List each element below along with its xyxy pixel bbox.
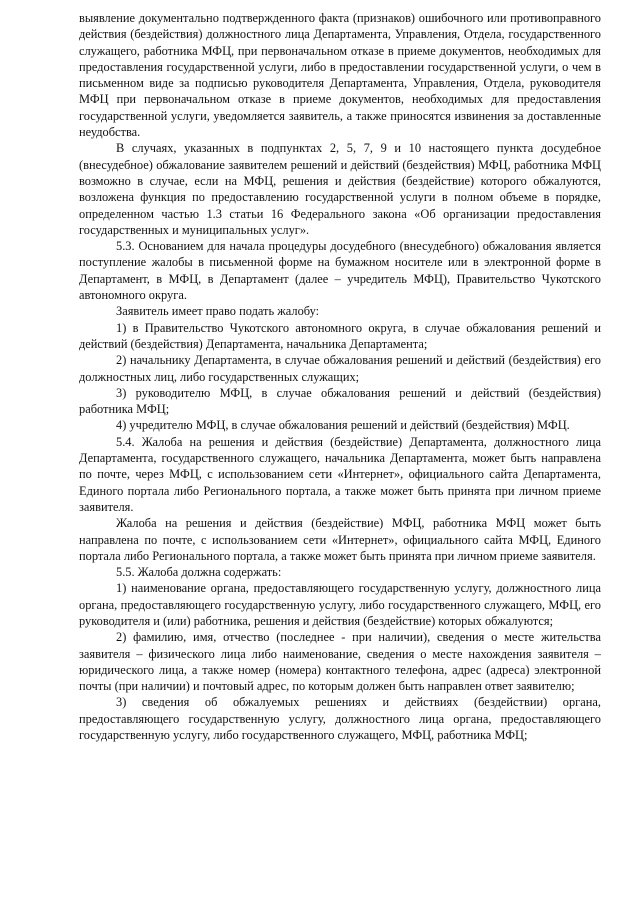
paragraph-5-3: 5.3. Основанием для начала процедуры досудебного (внесудебного) обжалования является поступление жалобы в письменной форме на бумажном носителе или в электронной форме в Департамент, в МФЦ, в Департамент (далее – учредитель МФЦ), Правительство Чукотского автономного округа. xyxy=(79,239,601,303)
list-item-1: 1) в Правительство Чукотского автономного округа, в случае обжалования решений и действий (бездействия) Департамента, начальника Департамента; xyxy=(79,320,601,351)
list-item-2: 2) начальнику Департамента, в случае обжалования решений и действий (бездействия) его должностных лиц, либо государственных служащих; xyxy=(79,353,601,384)
list-item-4: 4) учредителю МФЦ, в случае обжалования решений и действий (бездействия) МФЦ. xyxy=(116,418,570,433)
paragraph-mfc-complaint: Жалоба на решения и действия (бездействие) МФЦ, работника МФЦ может быть направлена по почте, с использованием сети «Интернет», официального сайта МФЦ, Единого портала либо Регионального портала, а также может быть принята при личном приеме заявителя. xyxy=(79,516,601,563)
list-item-3: 3) руководителю МФЦ, в случае обжалования решений и действий (бездействия) работника МФЦ; xyxy=(79,385,601,417)
paragraph-pretrial-cases: В случаях, указанных в подпунктах 2, 5, 7, 9 и 10 настоящего пункта досудебное (внесудебное) обжалование заявителем решений и действий (бездействия) МФЦ, работника МФЦ возможно в случае, если на МФЦ, решения и действия (бездействие) которого обжалуются, возложена функция по предоставлению государственной услуги в полном объеме в порядке, определенном частью 1.3 статьи 16 Федерального закона «Об организации предоставления государственных и муниципальных услуг». xyxy=(79,141,601,237)
paragraph-intro-continuation: выявление документально подтвержденного факта (признаков) ошибочного или противоправного действия (бездействия) должностного лица Департамента, Управления, Отдела, государственного служащего, работника МФЦ, при первоначальном отказе в приеме документов, необходимых для предоставления государственной услуги, либо в предоставлении государственной услуги, о чем в письменном виде за подписью руководителя Департамента, Управления, Отдела, руководителя МФЦ при первоначальном отказе в приеме документов, необходимых для предоставления государственной услуги, уведомляется заявитель, а также приносятся извинения за доставленные неудобства. xyxy=(79,11,601,140)
content-item-3: 3) сведения об обжалуемых решениях и действиях (бездействии) органа, предоставляющего государственную услугу, должностного лица органа, предоставляющего государственную услугу, либо государственного служащего, МФЦ, работника МФЦ; xyxy=(79,695,601,743)
document-page xyxy=(79,10,601,743)
content-item-1: 1) наименование органа, предоставляющего государственную услугу, должностного лица органа, предоставляющего государственную услугу, либо государственного служащего, МФЦ, его руководителя и (или) работника, решения и действия (бездействие) которых обжалуются; xyxy=(79,581,601,628)
paragraph-5-4: 5.4. Жалоба на решения и действия (бездействие) Департамента, должностного лица Департамента, государственного служащего, начальника Департамента, может быть направлена по почте, через МФЦ, с использованием сети «Интернет», официального сайта Департамента, Единого портала либо Регионального портала, а также может быть принята при личном приеме заявителя. xyxy=(79,434,601,514)
paragraph-complaint-right: Заявитель имеет право подать жалобу: xyxy=(116,304,320,319)
paragraph-5-5: 5.5. Жалоба должна содержать: xyxy=(116,565,282,580)
content-item-2: 2) фамилию, имя, отчество (последнее - при наличии), сведения о месте жительства заявителя – физического лица либо наименование, сведения о месте нахождения заявителя – юридического лица, а также номер (номера) контактного телефона, адрес (адреса) электронной почты (при наличии) и почтовый адрес, по которым должен быть направлен ответ заявителю; xyxy=(79,630,601,694)
